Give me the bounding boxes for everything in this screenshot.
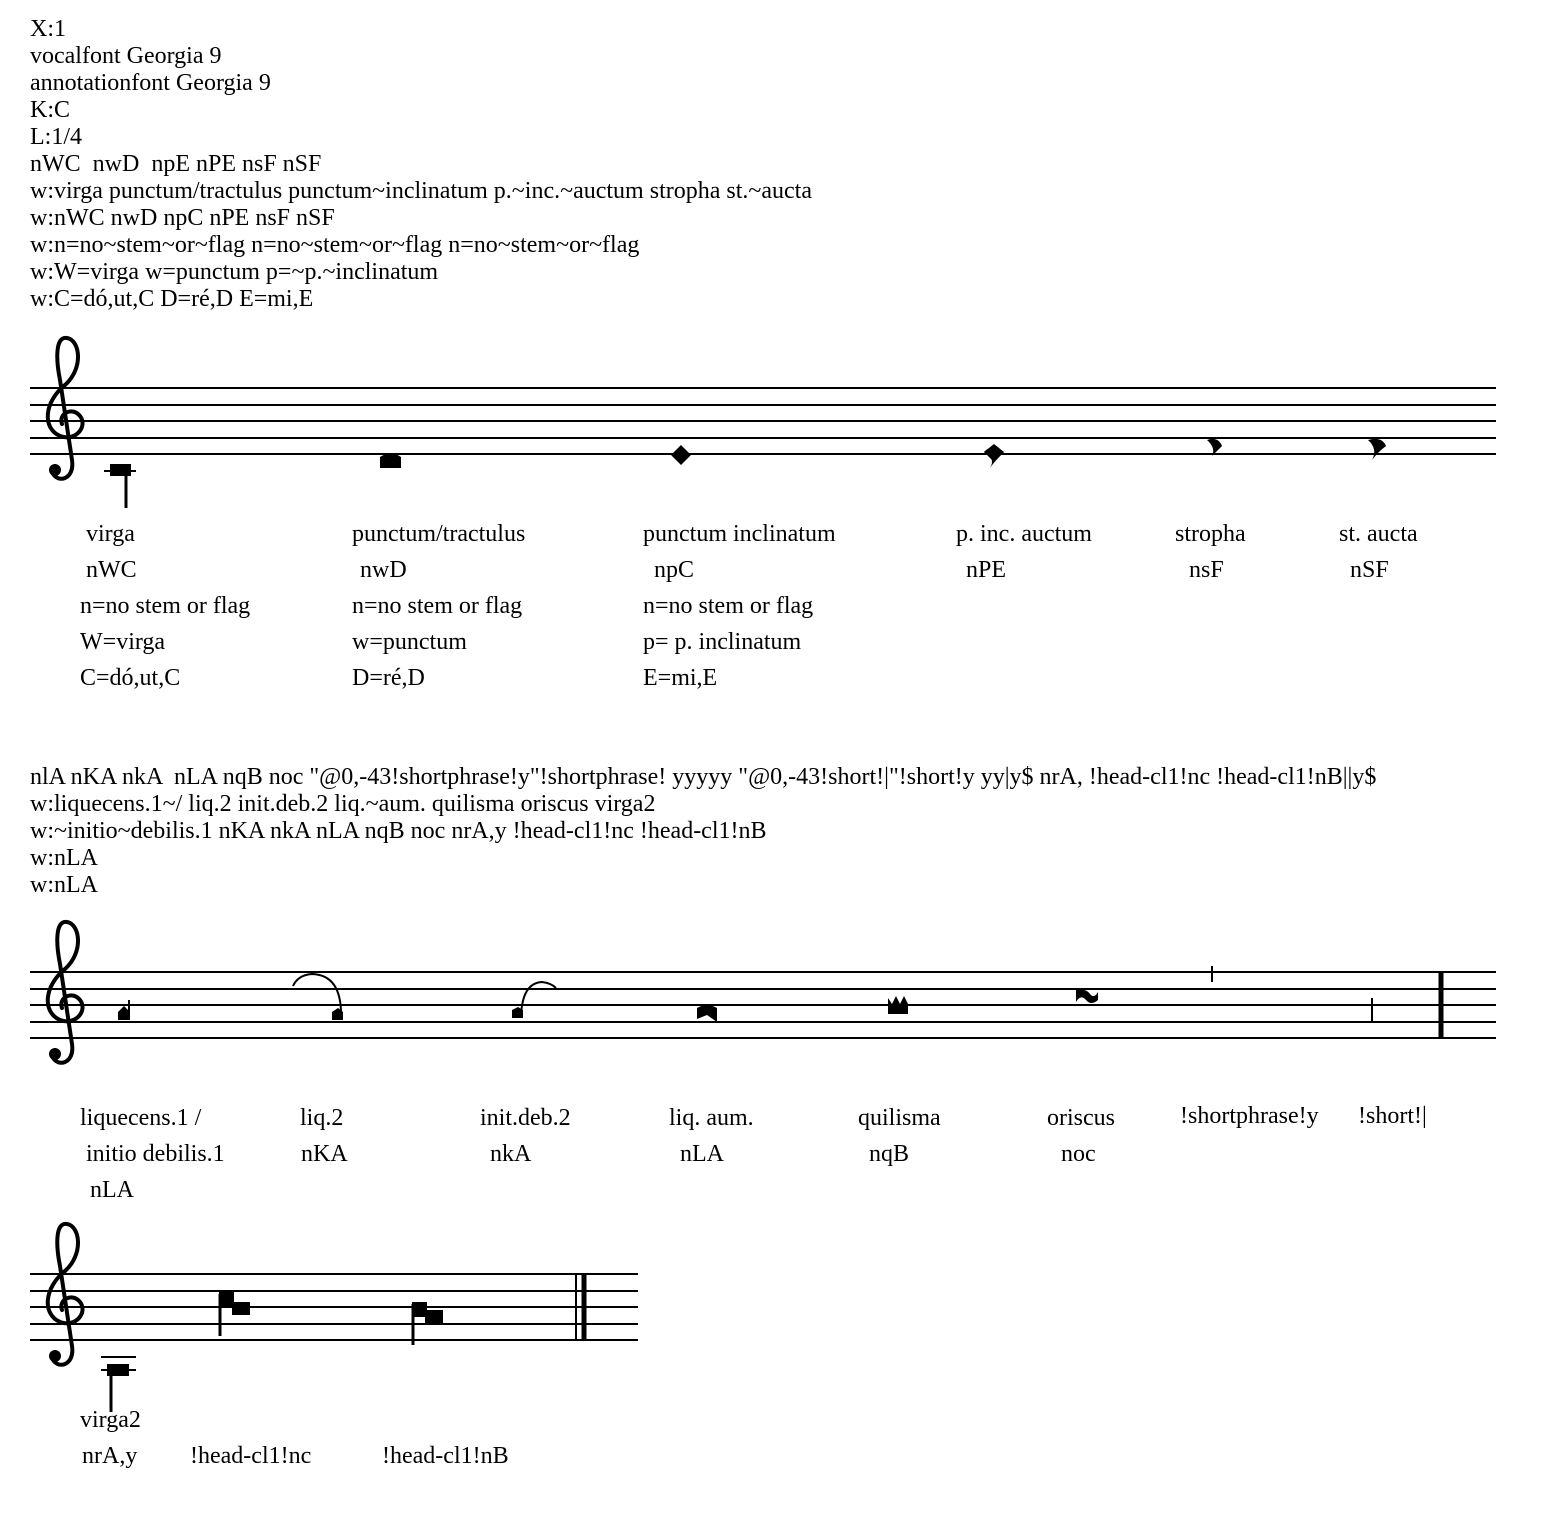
lyric-stropha-code: nsF (1189, 557, 1224, 583)
lyric-init-deb2-code: nkA (490, 1141, 532, 1167)
lyric-liq-aum: liq. aum. (669, 1105, 754, 1131)
abc-source-line: vocalfont Georgia 9 (30, 43, 222, 69)
lyric-punctum-note: n=no stem or flag (352, 593, 523, 619)
lyric-quilisma-code: nqB (869, 1141, 910, 1167)
lyric-virga2: virga2 (80, 1407, 141, 1433)
lyric-head-cl1-c: !head-cl1!nc (190, 1443, 312, 1469)
note-oriscus (1076, 990, 1098, 1004)
lyric-liquecens-code: nLA (90, 1177, 134, 1203)
abc-source-line: L:1/4 (30, 124, 82, 150)
treble-clef-icon (48, 1224, 83, 1365)
lyric-oriscus-code: noc (1061, 1141, 1096, 1167)
lyric-quilisma: quilisma (858, 1105, 941, 1131)
lyric-punctum: punctum/tractulus (352, 521, 526, 547)
lyric-punctum-inclinatum-code: npC (654, 557, 695, 583)
abc-source-line: annotationfont Georgia 9 (30, 70, 271, 96)
lyric-initio-debilis: initio debilis.1 (86, 1141, 225, 1167)
lyric-virga-note: n=no stem or flag (80, 593, 251, 619)
staff-system-2 (30, 922, 1496, 1063)
note-liquescens-auctum (697, 1005, 717, 1022)
lyric-p-inc-auctum-code: nPE (966, 557, 1007, 583)
abc-source-line: X:1 (30, 16, 66, 42)
note-virga2 (101, 1357, 136, 1412)
lyric-liquecens: liquecens.1 / (80, 1105, 202, 1131)
note-liquescens-2 (293, 974, 343, 1020)
lyric-virga-code: nWC (86, 557, 137, 583)
abc-source-line: K:C (30, 97, 71, 123)
note-quilisma (888, 996, 908, 1014)
lyric-liq2-code: nKA (301, 1141, 348, 1167)
lyric-punctum-pitch: D=ré,D (352, 665, 425, 691)
abc-source-line: w:W=virga w=punctum p=~p.~inclinatum (30, 259, 439, 285)
abc-source-line: w:~initio~debilis.1 nKA nkA nLA nqB noc nrA,y !head-cl1!nc !head-cl1!nB (30, 818, 767, 844)
lyric-st-aucta: st. aucta (1339, 521, 1418, 547)
annotation-shortphrase: !shortphrase!y (1180, 1103, 1319, 1129)
lyric-virga2-code: nrA,y (82, 1443, 138, 1469)
lyric-virga: virga (86, 521, 135, 547)
note-initio-debilis-2 (512, 982, 556, 1018)
note-head-cl1-c (219, 1292, 250, 1336)
abc-source-line: w:C=dó,ut,C D=ré,D E=mi,E (30, 286, 314, 312)
lyric-punctum-inclinatum-note: n=no stem or flag (643, 593, 814, 619)
note-punctum-inclinatum-auctum (984, 444, 1004, 468)
note-stropha-aucta (1368, 439, 1386, 460)
abc-source-line: w:nLA (30, 872, 98, 898)
note-punctum (380, 454, 401, 469)
lyric-p-inc-auctum: p. inc. auctum (956, 521, 1092, 547)
abc-source-line: w:virga punctum/tractulus punctum~inclinatum p.~inc.~auctum stropha st.~aucta (30, 178, 812, 204)
lyric-liq-aum-code: nLA (680, 1141, 724, 1167)
note-liquescens-1 (118, 1000, 130, 1020)
staff-system-1 (30, 338, 1496, 508)
lyric-punctum-legend: w=punctum (352, 629, 467, 655)
lyric-oriscus: oriscus (1047, 1105, 1115, 1131)
treble-clef-icon (48, 922, 83, 1063)
lyric-head-cl1-b: !head-cl1!nB (382, 1443, 509, 1469)
lyric-punctum-inclinatum-pitch: E=mi,E (643, 665, 718, 691)
lyric-punctum-inclinatum-legend: p= p. inclinatum (643, 629, 802, 655)
lyric-virga-pitch: C=dó,ut,C (80, 665, 181, 691)
abc-source-line: w:n=no~stem~or~flag n=no~stem~or~flag n=no~stem~or~flag (30, 232, 640, 258)
treble-clef-icon (48, 338, 83, 479)
abc-source-line: w:nWC nwD npC nPE nsF nSF (30, 205, 335, 231)
lyric-punctum-code: nwD (360, 557, 407, 583)
lyric-stropha: stropha (1175, 521, 1246, 547)
lyric-virga-legend: W=virga (80, 629, 166, 655)
lyric-st-aucta-code: nSF (1350, 557, 1389, 583)
abc-source-line: nlA nKA nkA nLA nqB noc "@0,-43!shortphrase!y"!shortphrase! yyyyy "@0,-43!short!|"!short!y yy|y$ nrA, !head-cl1!nc !head-cl1!nB||y$ (30, 764, 1377, 790)
lyric-liq2: liq.2 (300, 1105, 344, 1131)
abc-source-line: nWC nwD npE nPE nsF nSF (30, 151, 322, 177)
lyric-punctum-inclinatum: punctum inclinatum (643, 521, 836, 547)
abc-source-line: w:nLA (30, 845, 98, 871)
staff-system-3 (30, 1224, 638, 1412)
lyric-init-deb2: init.deb.2 (480, 1105, 571, 1131)
abc-source-line: w:liquecens.1~/ liq.2 init.deb.2 liq.~aum. quilisma oriscus virga2 (30, 791, 656, 817)
annotation-short: !short!| (1358, 1103, 1427, 1129)
note-punctum-inclinatum (671, 445, 691, 465)
note-virga (104, 464, 136, 508)
